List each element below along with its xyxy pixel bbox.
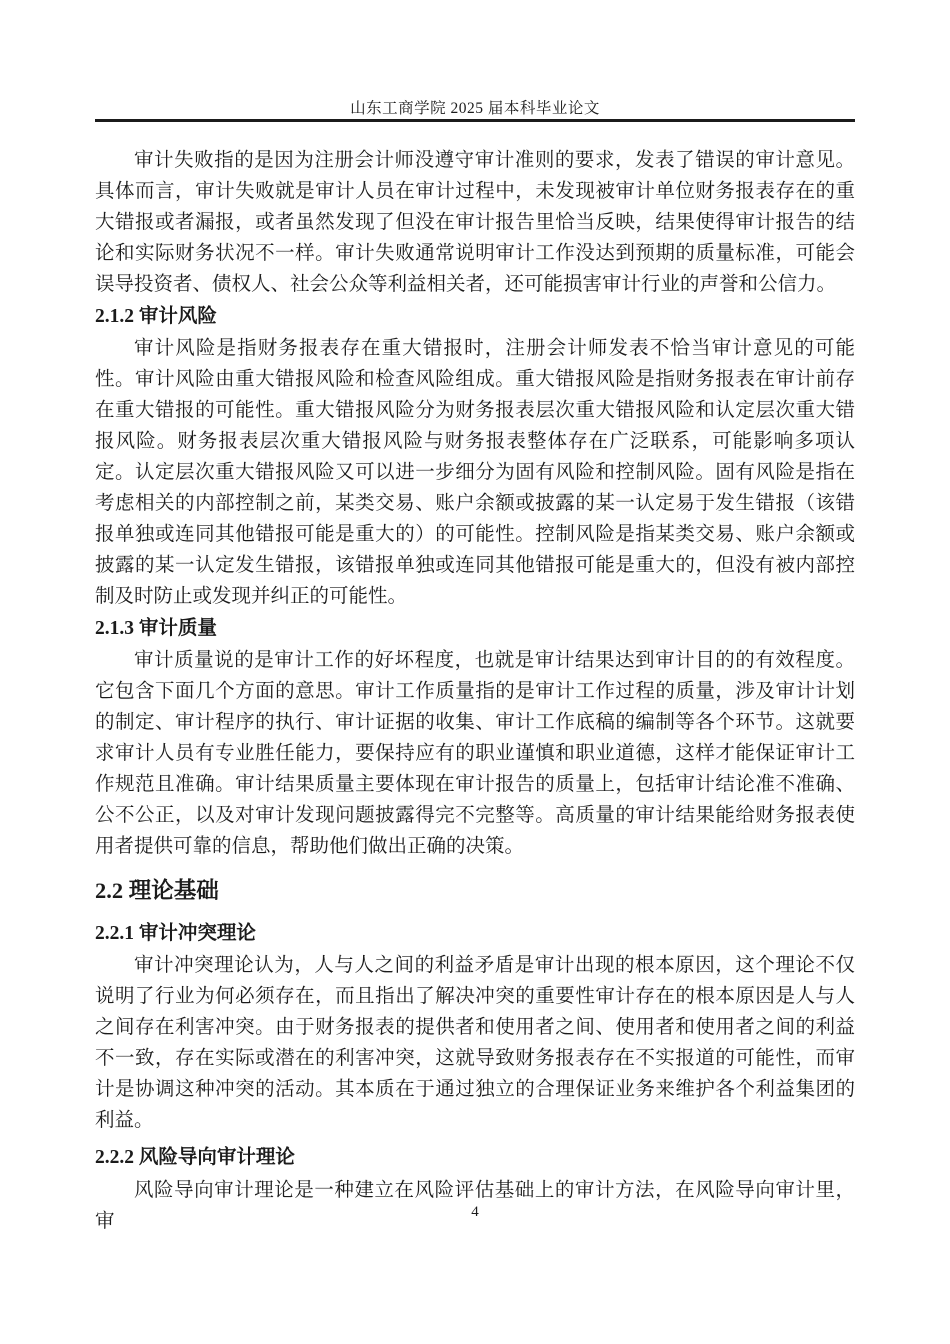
heading-2-2-1-audit-conflict-theory: 2.2.1 审计冲突理论	[95, 923, 256, 944]
heading-2-1-3-audit-quality: 2.1.3 审计质量	[95, 618, 217, 639]
heading-2-2-theoretical-basis: 2.2 理论基础	[95, 878, 219, 903]
paragraph-audit-failure: 审计失败指的是因为注册会计师没遵守审计准则的要求，发表了错误的审计意见。具体而言，审计失败就是审计人员在审计过程中，未发现被审计单位财务报表存在的重大错报或者漏报，或者虽然发现了但没在审计报告里恰当反映，结果使得审计报告的结论和实际财务状况不一样。审计失败通常说明审计工作没达到预期的质量标准，可能会误导投资者、债权人、社会公众等利益相关者，还可能损害审计行业的声誉和公信力。	[95, 150, 855, 295]
heading-2-1-2-audit-risk: 2.1.2 审计风险	[95, 306, 217, 327]
paragraph-risk-oriented-audit-theory: 风险导向审计理论是一种建立在风险评估基础上的审计方法，在风险导向审计里，审	[95, 1180, 855, 1232]
heading-2-2-2-risk-oriented-audit-theory: 2.2.2 风险导向审计理论	[95, 1147, 295, 1168]
paragraph-audit-quality: 审计质量说的是审计工作的好坏程度，也就是审计结果达到审计目的的有效程度。它包含下面几个方面的意思。审计工作质量指的是审计工作过程的质量，涉及审计计划的制定、审计程序的执行、审计证据的收集、审计工作底稿的编制等各个环节。这就要求审计人员有专业胜任能力，要保持应有的职业谨慎和职业道德，这样才能保证审计工作规范且准确。审计结果质量主要体现在审计报告的质量上，包括审计结论准不准确、公不公正，以及对审计发现问题披露得完不完整等。高质量的审计结果能给财务报表使用者提供可靠的信息，帮助他们做出正确的决策。	[95, 650, 855, 857]
header-rule	[95, 119, 855, 122]
page-header	[95, 0, 855, 122]
document-content	[95, 145, 855, 1237]
paragraph-audit-conflict-theory: 审计冲突理论认为，人与人之间的利益矛盾是审计出现的根本原因，这个理论不仅说明了行业为何必须存在，而且指出了解决冲突的重要性审计存在的根本原因是人与人之间存在利害冲突。由于财务报表的提供者和使用者之间、使用者和使用者之间的利益不一致，存在实际或潜在的利害冲突，这就导致财务报表存在不实报道的可能性，而审计是协调这种冲突的活动。其本质在于通过独立的合理保证业务来维护各个利益集团的利益。	[95, 955, 855, 1131]
page-number: 4	[471, 1204, 479, 1220]
paragraph-audit-risk: 审计风险是指财务报表存在重大错报时，注册会计师发表不恰当审计意见的可能性。审计风险由重大错报风险和检查风险组成。重大错报风险是指财务报表在审计前存在重大错报的可能性。重大错报风险分为财务报表层次重大错报风险和认定层次重大错报风险。财务报表层次重大错报风险与财务报表整体存在广泛联系，可能影响多项认定。认定层次重大错报风险又可以进一步细分为固有风险和控制风险。固有风险是指在考虑相关的内部控制之前，某类交易、账户余额或披露的某一认定易于发生错报（该错报单独或连同其他错报可能是重大的）的可能性。控制风险是指某类交易、账户余额或披露的某一认定发生错报，该错报单独或连同其他错报可能是重大的，但没有被内部控制及时防止或发现并纠正的可能性。	[95, 338, 855, 607]
page-footer	[0, 1203, 950, 1221]
header-title: 山东工商学院 2025 届本科毕业论文	[350, 100, 600, 117]
